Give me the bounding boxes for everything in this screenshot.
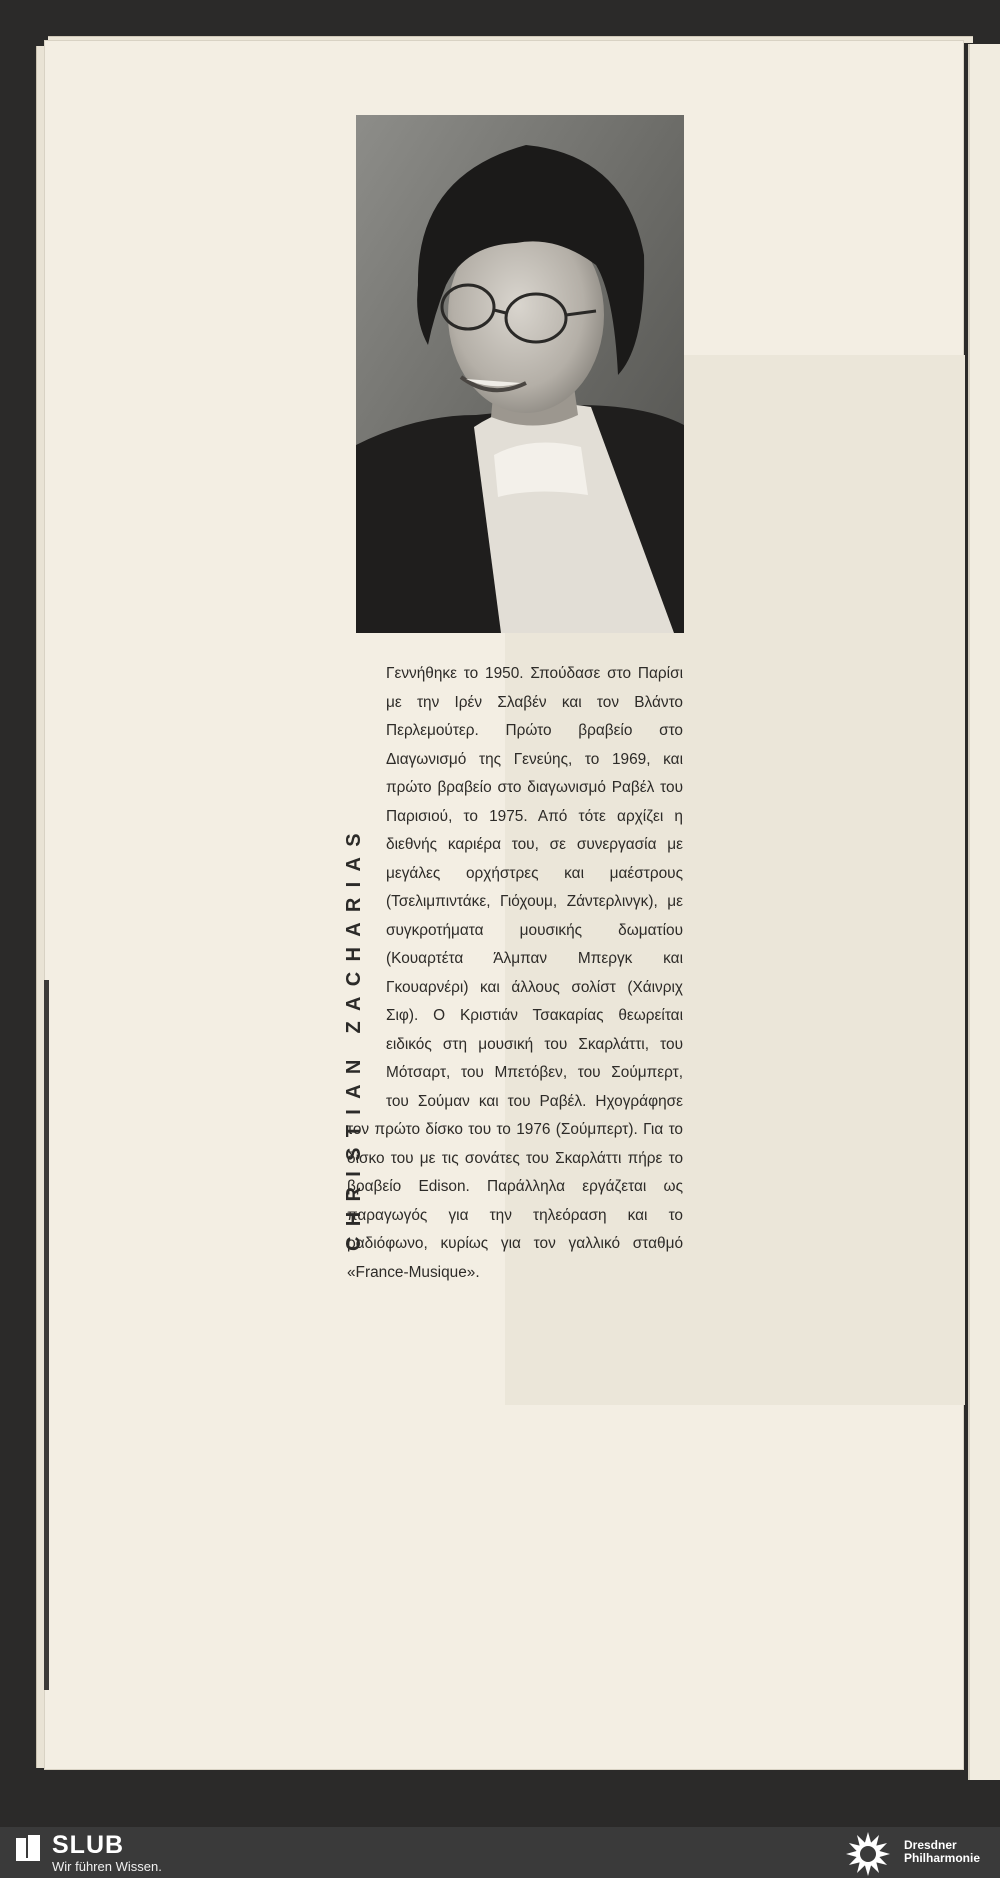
name-column-spacer xyxy=(347,717,386,1116)
book-icon xyxy=(14,1835,42,1861)
partner-name xyxy=(904,1839,980,1865)
portrait-photo xyxy=(356,115,684,633)
footer-bar xyxy=(0,1827,1000,1878)
library-tagline: Wir führen Wissen. xyxy=(52,1859,162,1874)
partner-name-line1: Dresdner xyxy=(904,1838,957,1852)
partner-name-line2: Philharmonie xyxy=(904,1851,981,1865)
biography-text: Γεννήθηκε το 1950. Σπούδασε στο Παρίσι με την Ιρέν Σλαβέν και τον Βλάντο Περλεμούτερ. Πρώτο βραβείο στο Διαγωνισμό της Γενεύης, το 1969, και πρώτο βραβείο στο διαγωνισμό Ραβέλ του Παρισιού, το 1975. Από τότε αρχίζει η διεθνής καριέρα του, σε συνεργασία με μεγάλες ορχήστρες και μαέστρους (Τσελιμπιντάκε, Γιόχουμ, Ζάντερλινγκ), με συγκροτήματα μουσικής δωματίου (Κουαρτέτα Άλμπαν Μπεργκ και Γκουαρνέρι) και άλλους σολίστ (Χάινριχ Σιφ). Ο Κριστιάν Τσακαρίας θεωρείται ειδικός στη μουσική του Σκαρλάττι, του Μότσαρτ, του Μπετόβεν, του Σούμπερτ, του Σούμαν και του Ραβέλ. Ηχογράφησε τον πρώτο δίσκο του το 1976 (Σούμπερτ). Για το δίσκο του με τις σονάτες του Σκαρλάττι πήρε το βραβείο Edison. Παράλληλα εργάζεται ως παραγωγός για την τηλεόραση και το ραδιόφωνο, κυρίως για τον γαλλικό σταθμό «France-Musique». xyxy=(347,665,683,1281)
binding-mark xyxy=(44,980,49,1690)
library-name: SLUB xyxy=(52,1831,125,1859)
name-vertical: CHRISTIAN ZACHARIAS xyxy=(343,823,365,1251)
portrait-photo-icon xyxy=(356,115,684,633)
sunburst-icon xyxy=(842,1830,894,1878)
next-page-edge xyxy=(968,44,1000,1780)
